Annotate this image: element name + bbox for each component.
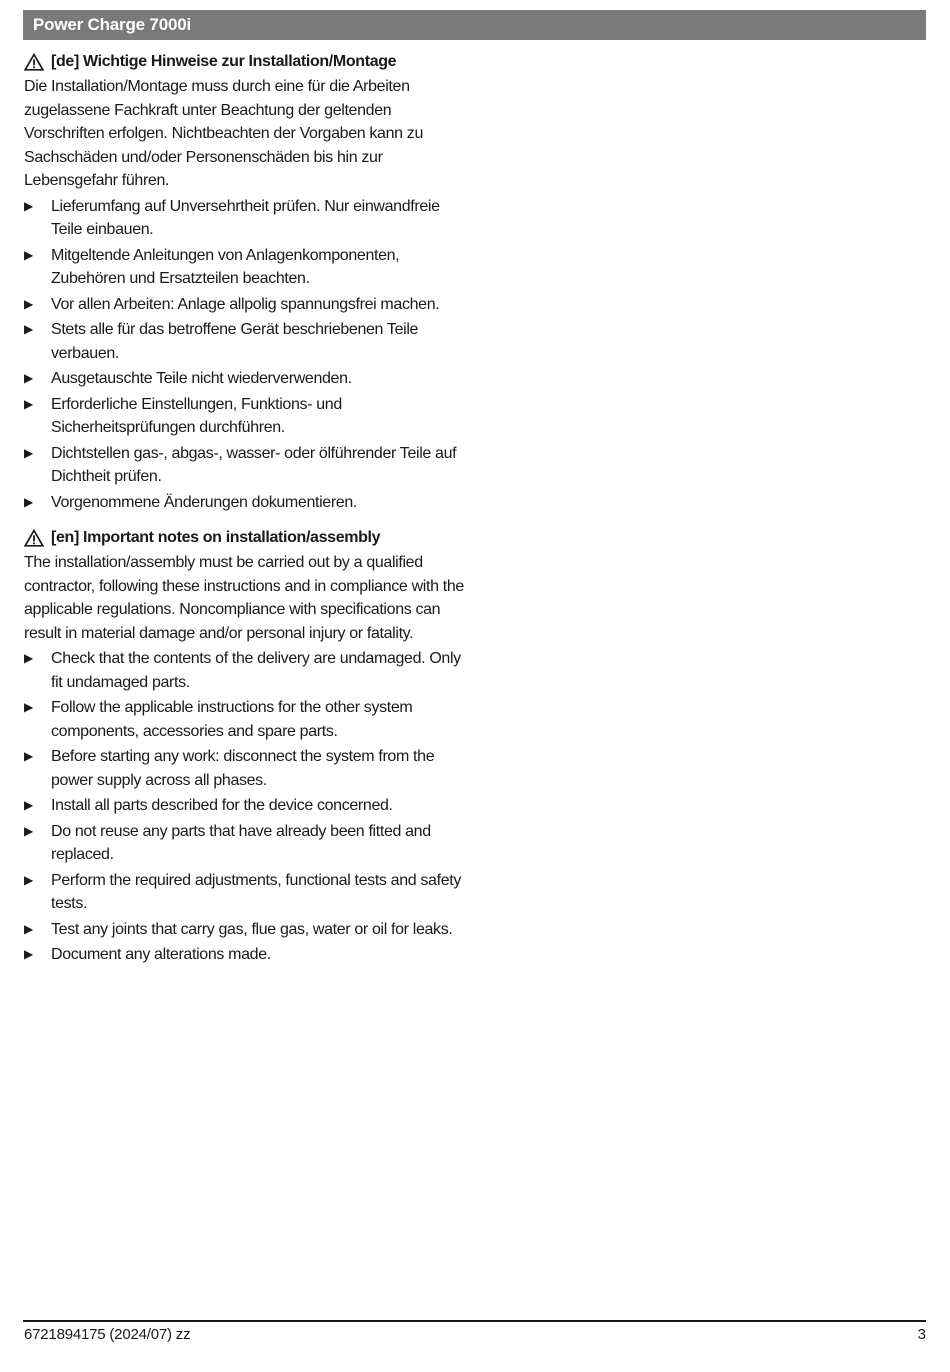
section-de bbox=[24, 50, 464, 514]
main-column bbox=[24, 48, 464, 979]
bullet-arrow-icon: ▶ bbox=[24, 921, 33, 936]
section-body-text: Die Installation/Montage muss durch eine für die Arbeiten zugelassene Fachkraft unter Beachtung der geltenden Vorschriften erfolgen. Nichtbeachten der Vorgaben kann zu Sachschäden und/oder Personenschäden bis hin zur Lebensgefahr führen. bbox=[24, 78, 423, 189]
list-item: ▶ Do not reuse any parts that have already been fitted and replaced. bbox=[24, 820, 464, 867]
list-item: ▶ Ausgetauschte Teile nicht wiederverwenden. bbox=[24, 367, 464, 391]
warning-triangle-icon bbox=[24, 53, 44, 71]
bullet-arrow-icon: ▶ bbox=[24, 445, 33, 460]
list-item: ▶ Erforderliche Einstellungen, Funktions- und Sicherheitsprüfungen durchführen. bbox=[24, 393, 464, 440]
instruction-list bbox=[24, 195, 464, 515]
header-bar bbox=[23, 10, 926, 40]
section-en bbox=[24, 526, 464, 967]
bullet-arrow-icon: ▶ bbox=[24, 494, 33, 509]
bullet-arrow-icon: ▶ bbox=[24, 823, 33, 838]
instruction-list bbox=[24, 647, 464, 967]
bullet-arrow-icon: ▶ bbox=[24, 749, 33, 763]
footer-divider bbox=[23, 1320, 926, 1322]
list-item: ▶ Mitgeltende Anleitungen von Anlagenkomponenten, Zubehören und Ersatzteilen beachten. bbox=[24, 244, 464, 291]
page-number: 3 bbox=[917, 1326, 926, 1343]
warning-triangle-icon bbox=[24, 529, 44, 547]
list-item: ▶ Check that the contents of the delivery are undamaged. Only fit undamaged parts. bbox=[24, 647, 464, 694]
bullet-arrow-icon: ▶ bbox=[24, 322, 33, 336]
bullet-arrow-icon: ▶ bbox=[24, 872, 33, 887]
section-heading-text: [en] Important notes on installation/assembly bbox=[51, 529, 381, 546]
list-item: ▶ Install all parts described for the device concerned. bbox=[24, 794, 464, 818]
list-item: ▶ Vorgenommene Änderungen dokumentieren. bbox=[24, 491, 464, 515]
section-body-text: The installation/assembly must be carried out by a qualified contractor, following these instructions and in compliance with the applicable regulations. Noncompliance with specifications can result in material damage and/or personal injury or fatality. bbox=[24, 554, 464, 642]
bullet-arrow-icon: ▶ bbox=[24, 651, 33, 665]
list-item: ▶ Stets alle für das betroffene Gerät beschriebenen Teile verbauen. bbox=[24, 318, 464, 365]
bullet-arrow-icon: ▶ bbox=[24, 700, 33, 714]
list-item: ▶ Vor allen Arbeiten: Anlage allpolig spannungsfrei machen. bbox=[24, 293, 464, 317]
list-item: ▶ Lieferumfang auf Unversehrtheit prüfen. Nur einwandfreie Teile einbauen. bbox=[24, 195, 464, 242]
list-item: ▶ Dichtstellen gas-, abgas-, wasser- oder ölführender Teile auf Dichtheit prüfen. bbox=[24, 442, 464, 489]
list-item: ▶ Test any joints that carry gas, flue gas, water or oil for leaks. bbox=[24, 918, 464, 942]
bullet-arrow-icon: ▶ bbox=[24, 296, 33, 311]
document-number: 6721894175 (2024/07) zz bbox=[24, 1326, 191, 1343]
document-title: Power Charge 7000i bbox=[33, 15, 191, 34]
bullet-arrow-icon: ▶ bbox=[24, 798, 33, 812]
bullet-arrow-icon: ▶ bbox=[24, 247, 33, 262]
bullet-arrow-icon: ▶ bbox=[24, 396, 33, 411]
list-item: ▶ Document any alterations made. bbox=[24, 943, 464, 967]
bullet-arrow-icon: ▶ bbox=[24, 947, 33, 961]
section-heading-text: [de] Wichtige Hinweise zur Installation/Montage bbox=[51, 53, 397, 70]
list-item: ▶ Before starting any work: disconnect the system from the power supply across all phases. bbox=[24, 745, 464, 792]
list-item: ▶ Follow the applicable instructions for the other system components, accessories and spare parts. bbox=[24, 696, 464, 743]
section-heading bbox=[24, 50, 464, 74]
bullet-arrow-icon: ▶ bbox=[24, 198, 33, 213]
list-item: ▶ Perform the required adjustments, functional tests and safety tests. bbox=[24, 869, 464, 916]
bullet-arrow-icon: ▶ bbox=[24, 371, 33, 385]
section-heading bbox=[24, 526, 464, 550]
